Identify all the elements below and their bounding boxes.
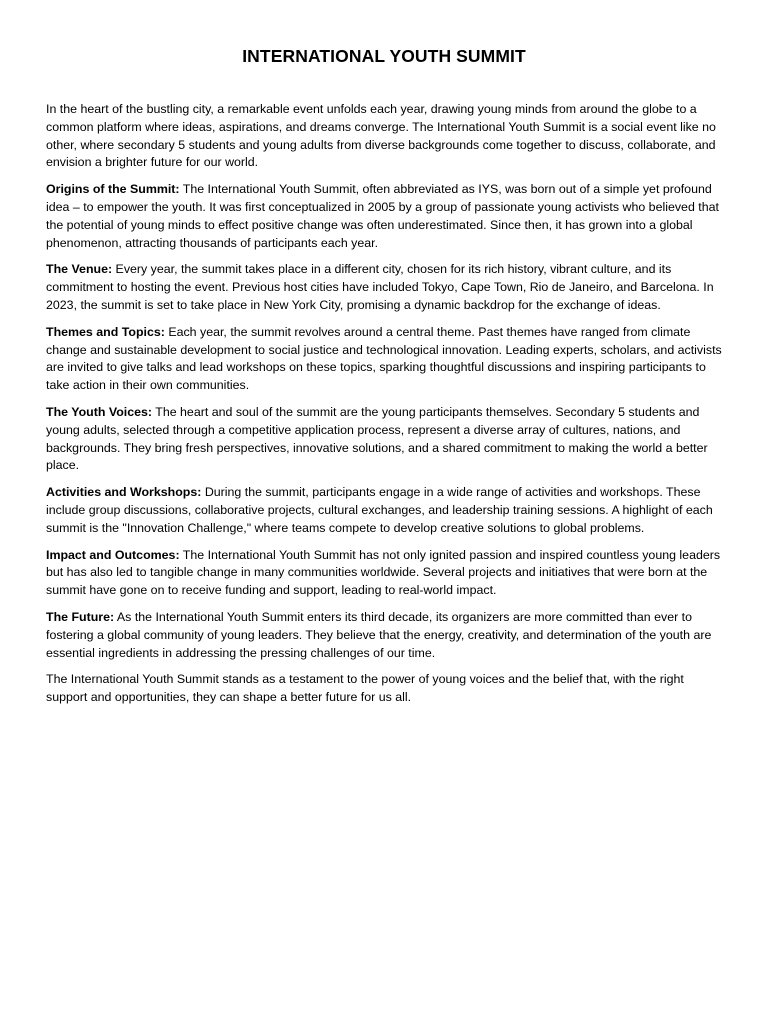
paragraph-text: The heart and soul of the summit are the young participants themselves. Secondary 5 students and young adults, selected through a competitive application process, represent a diverse array of cultures, nations, and backgrounds. They bring fresh perspectives, innovative solutions, and a shared commitment to making the world a better place. [46, 404, 708, 473]
paragraph-text: As the International Youth Summit enters its third decade, its organizers are more committed than ever to fostering a global community of young leaders. They believe that the energy, creativity, and determination of the youth are essential ingredients in addressing the pressing challenges of our time. [46, 609, 712, 660]
paragraph-text: The International Youth Summit stands as a testament to the power of young voices and the belief that, with the right support and opportunities, they can shape a better future for us all. [46, 672, 684, 705]
paragraph-text: The International Youth Summit has not only ignited passion and inspired countless young leaders but has also led to tangible change in many communities worldwide. Several projects and initiatives that were born at the summit have gone on to receive funding and support, leading to real-world impact. [46, 547, 721, 598]
paragraph-future [46, 609, 722, 662]
paragraph-conclusion [46, 671, 722, 707]
paragraph-impact [46, 547, 722, 600]
document-page [46, 0, 722, 716]
paragraph-text: Every year, the summit takes place in a different city, chosen for its rich history, vibrant culture, and its commitment to hosting the event. Previous host cities have included Tokyo, Cape Town, Rio de Janeiro, and Barcelona. In 2023, the summit is set to take place in New York City, promising a dynamic backdrop for the exchange of ideas. [46, 262, 714, 312]
paragraph-text: Each year, the summit revolves around a central theme. Past themes have ranged from climate change and sustainable development to social justice and technological innovation. Leading experts, scholars, and activists are invited to give talks and lead workshops on these topics, sparking thoughtful discussions and inspiring participants to take action in their own communities. [46, 324, 722, 393]
paragraph-origins [46, 181, 722, 252]
paragraph-heading: Impact and Outcomes: [46, 547, 180, 562]
paragraph-text: The International Youth Summit, often abbreviated as IYS, was born out of a simple yet profound idea – to empower the youth. It was first conceptualized in 2005 by a group of passionate young activists who believed that the potential of young minds to effect positive change was often underestimated. Since then, it has grown into a global phenomenon, attracting thousands of participants each year. [46, 182, 719, 250]
paragraph-heading: The Future: [46, 609, 115, 624]
document-title: INTERNATIONAL YOUTH SUMMIT [242, 46, 526, 66]
paragraph-text: In the heart of the bustling city, a remarkable event unfolds each year, drawing young minds from around the globe to a common platform where ideas, aspirations, and dreams converge. The International Youth Summit is a social event like no other, where secondary 5 students and young adults from diverse backgrounds come together to discuss, collaborate, and envision a brighter future for our world. [46, 102, 716, 170]
paragraph-intro [46, 101, 722, 172]
document-body [46, 101, 722, 707]
paragraph-heading: Themes and Topics: [46, 324, 165, 339]
paragraph-venue [46, 261, 722, 314]
paragraph-heading: The Youth Voices: [46, 404, 153, 419]
paragraph-activities [46, 484, 722, 537]
paragraph-themes [46, 324, 722, 395]
paragraph-text: During the summit, participants engage in a wide range of activities and workshops. These include group discussions, collaborative projects, cultural exchanges, and leadership training sessions. A highlight of each summit is the "Innovation Challenge," where teams compete to develop creative solutions to global problems. [46, 485, 713, 535]
paragraph-heading: The Venue: [46, 262, 113, 277]
paragraph-heading: Origins of the Summit: [46, 182, 180, 197]
paragraph-youth-voices [46, 404, 722, 475]
paragraph-heading: Activities and Workshops: [46, 485, 202, 500]
